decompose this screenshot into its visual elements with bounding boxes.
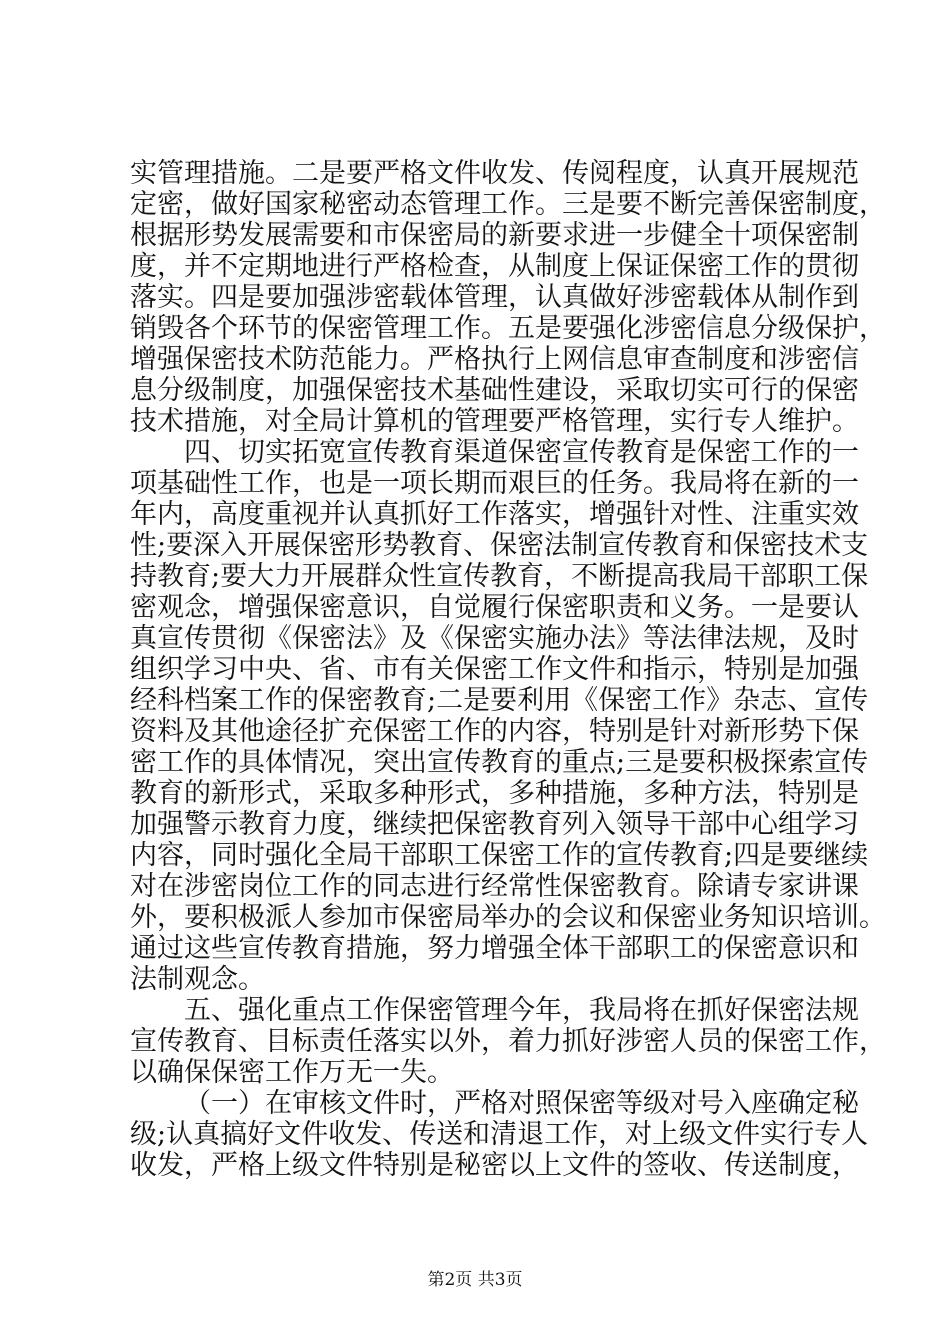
text-line: 资料及其他途径扩充保密工作的内容，特别是针对新形势下保 [130, 716, 859, 747]
text-line: 性;要深入开展保密形势教育、保密法制宣传教育和保密技术支 [130, 530, 869, 561]
text-line: 年内，高度重视并认真抓好工作落实，增强针对性、注重实效 [130, 499, 859, 530]
paragraph-start-line: 五、强化重点工作保密管理今年，我局将在抓好保密法规 [184, 995, 859, 1026]
text-line: 宣传教育、目标责任落实以外，着力抓好涉密人员的保密工作， [130, 1026, 886, 1057]
paragraph-start-line: 四、切实拓宽宣传教育渠道保密宣传教育是保密工作的一 [184, 437, 859, 468]
text-line: 经科档案工作的保密教育;二是要利用《保密工作》杂志、宣传 [130, 685, 869, 716]
text-line: 项基础性工作，也是一项长期而艰巨的任务。我局将在新的一 [130, 468, 859, 499]
text-line: 根据形势发展需要和市保密局的新要求进一步健全十项保密制 [130, 220, 859, 251]
text-line: 法制观念。 [130, 964, 265, 995]
text-line: 密工作的具体情况，突出宣传教育的重点;三是要积极探索宣传 [130, 747, 869, 778]
text-line: 级;认真搞好文件收发、传送和清退工作，对上级文件实行专人 [130, 1119, 869, 1150]
document-body [130, 158, 886, 1181]
text-line: 通过这些宣传教育措施，努力增强全体干部职工的保密意识和 [130, 933, 859, 964]
text-line: 度，并不定期地进行严格检查，从制度上保证保密工作的贯彻 [130, 251, 859, 282]
page-number-footer: 第2页 共3页 [427, 1270, 523, 1290]
text-line: 教育的新形式，采取多种形式，多种措施，多种方法，特别是 [130, 778, 859, 809]
text-line: 销毁各个环节的保密管理工作。五是要强化涉密信息分级保护， [130, 313, 886, 344]
text-line: 增强保密技术防范能力。严格执行上网信息审查制度和涉密信 [130, 344, 859, 375]
text-line: 组织学习中央、省、市有关保密工作文件和指示，特别是加强 [130, 654, 859, 685]
text-line: 以确保保密工作万无一失。 [130, 1057, 454, 1088]
paragraph-start-line: （一）在审核文件时，严格对照保密等级对号入座确定秘 [184, 1088, 859, 1119]
text-line: 内容，同时强化全局干部职工保密工作的宣传教育;四是要继续 [130, 840, 869, 871]
text-line: 密观念，增强保密意识，自觉履行保密职责和义务。一是要认 [130, 592, 859, 623]
text-line: 持教育;要大力开展群众性宣传教育，不断提高我局干部职工保 [130, 561, 869, 592]
text-line: 定密，做好国家秘密动态管理工作。三是要不断完善保密制度， [130, 189, 886, 220]
text-line: 收发，严格上级文件特别是秘密以上文件的签收、传送制度， [130, 1150, 859, 1181]
text-line: 技术措施，对全局计算机的管理要严格管理，实行专人维护。 [130, 406, 859, 437]
text-line: 外，要积极派人参加市保密局举办的会议和保密业务知识培训。 [130, 902, 886, 933]
text-line: 对在涉密岗位工作的同志进行经常性保密教育。除请专家讲课 [130, 871, 859, 902]
text-line: 加强警示教育力度，继续把保密教育列入领导干部中心组学习 [130, 809, 859, 840]
text-line: 真宣传贯彻《保密法》及《保密实施办法》等法律法规，及时 [130, 623, 859, 654]
text-line: 实管理措施。二是要严格文件收发、传阅程度，认真开展规范 [130, 158, 859, 189]
text-line: 息分级制度，加强保密技术基础性建设，采取切实可行的保密 [130, 375, 859, 406]
text-line: 落实。四是要加强涉密载体管理，认真做好涉密载体从制作到 [130, 282, 859, 313]
